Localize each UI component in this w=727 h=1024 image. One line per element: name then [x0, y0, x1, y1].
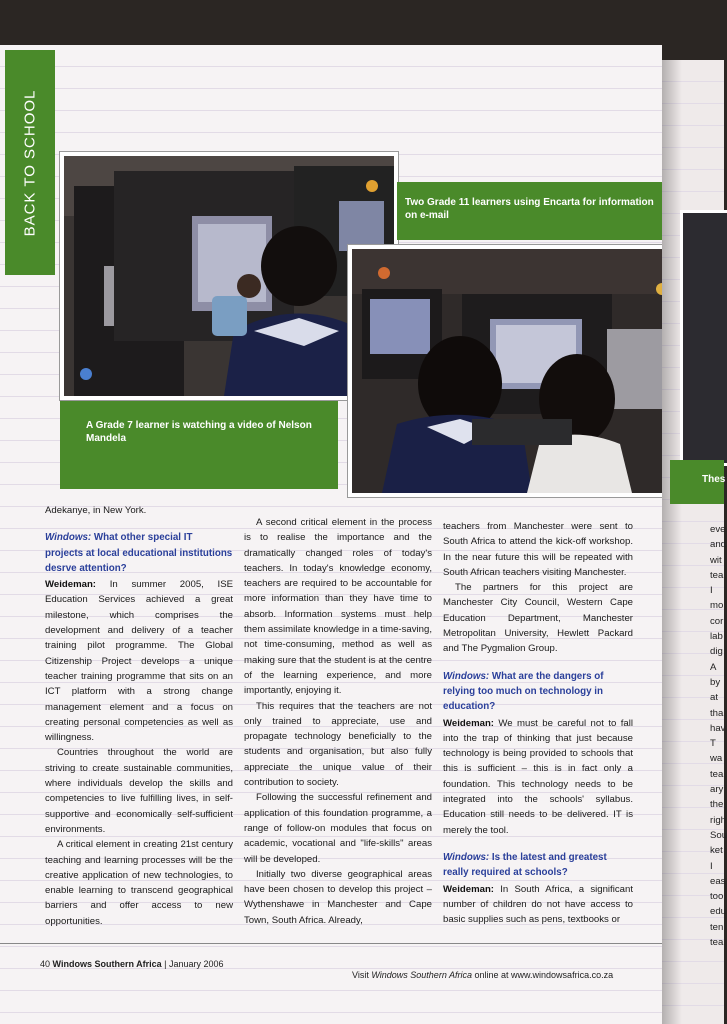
facing-page-line-fragment: cor	[710, 615, 724, 627]
caption-left-text: A Grade 7 learner is watching a video of Nelson Mandela	[86, 420, 312, 444]
facing-page-line-fragment: I	[710, 585, 713, 597]
col2-paragraph-3: Following the successful refinement and application of this foundation programme, a range of follow-on modules that focus on academic, vocational and "life-skills" areas will be developed.	[244, 792, 432, 865]
answer-3	[443, 882, 633, 928]
question-1-brand: Windows:	[45, 532, 92, 544]
answer-2-speaker: Weideman:	[443, 717, 494, 729]
facing-page-text-fragments	[710, 522, 727, 950]
facing-page-line-fragment: ten	[710, 921, 724, 933]
caption-left	[60, 401, 338, 489]
facing-page-caption-text: Thes	[702, 474, 726, 485]
answer-1-text: In summer 2005, ISE Education Services achieved a great milestone, which comprises the development and delivery of a teacher training pilot programme. The Global Citizenship Project develops a unique teacher training programme that sits on an ICT platform with a strong change management element and a focus on creating personal competencies as well as willingness.	[45, 579, 233, 744]
facing-page-line-fragment: Sou	[710, 829, 727, 841]
facing-page-edge	[662, 60, 727, 1024]
col3-paragraph-2: The partners for this project are Manchester City Council, Western Cape Education Department, Manchester Metropolitan University, Hewlett Packard and The Pygmalion Group.	[443, 582, 633, 655]
footer-visit-prefix: Visit	[352, 970, 369, 980]
answer-2	[443, 716, 633, 838]
question-3-text: Is the latest and greatest really required at schools?	[443, 851, 607, 879]
footer-visit-suffix: online at www.windowsafrica.co.za	[474, 970, 614, 980]
facing-page-line-fragment: righ	[710, 814, 726, 826]
facing-page-line-fragment: eve	[710, 524, 726, 535]
footer-issue: | January 2006	[164, 959, 224, 969]
facing-page-line-fragment: wit	[710, 554, 722, 566]
facing-page-line-fragment: and	[710, 539, 727, 551]
facing-page-line-fragment: tea	[710, 569, 724, 581]
col3-paragraph-1: teachers from Manchester were sent to South Africa to attend the kick-off workshop. In the near future this will be repeated with South African teachers visiting Manchester.	[443, 521, 633, 578]
footer-divider	[0, 943, 662, 944]
footer-visit-magazine: Windows Southern Africa	[371, 970, 472, 980]
question-2-brand: Windows:	[443, 670, 490, 682]
section-tab-label: BACK TO SCHOOL	[21, 89, 39, 236]
answer-1	[45, 577, 233, 745]
facing-page-line-fragment: edu	[710, 906, 727, 918]
col1-paragraph-3: A critical element in creating 21st century teaching and learning processes will be the creative application of new technologies, to enable learning to transcend geographical barriers and offer access to new opportunities.	[45, 839, 233, 927]
facing-page-photo	[680, 210, 727, 466]
photo-grade11-illustration	[352, 249, 670, 493]
question-3	[443, 850, 633, 881]
section-tab	[5, 50, 55, 275]
facing-page-line-fragment: the	[710, 799, 724, 811]
facing-page-line-fragment: hav	[710, 722, 726, 734]
facing-page-line-fragment: ary	[710, 784, 724, 796]
caption-right-text: Two Grade 11 learners using Encarta for information on e-mail	[405, 197, 654, 221]
facing-page-line-fragment: lab	[710, 631, 723, 643]
article-column-1	[45, 503, 233, 929]
facing-page-line-fragment: T	[710, 738, 716, 750]
footer-magazine-name: Windows Southern Africa	[52, 959, 162, 969]
answer-3-speaker: Weideman:	[443, 883, 494, 895]
article-column-3	[443, 519, 633, 927]
col2-paragraph-2: This requires that the teachers are not only trained to appreciate, use and propagate technology beneficially to the students and organisation, but also fully appreciate the unique value of their contribution to society.	[244, 700, 432, 789]
photo-grade7-illustration	[64, 156, 394, 396]
facing-page-line-fragment: wa	[710, 753, 723, 765]
facing-page-line-fragment: by	[710, 676, 721, 688]
facing-page-line-fragment: I	[710, 860, 713, 872]
caption-right	[397, 182, 662, 240]
footer-folio	[40, 959, 224, 969]
question-2	[443, 669, 633, 715]
col1-paragraph-0: Adekanye, in New York.	[45, 505, 147, 516]
facing-page-line-fragment: A	[710, 661, 717, 673]
facing-page-line-fragment: tha	[710, 707, 724, 719]
facing-page-caption	[670, 460, 724, 504]
photo-grade11-learners	[348, 245, 674, 497]
facing-page-line-fragment: dig	[710, 646, 723, 658]
col2-paragraph-4: Initially two diverse geographical areas have been chosen to develop this project – Wythenshawe in Manchester and Cape Town, South Africa. Already,	[244, 868, 432, 926]
answer-2-text: We must be careful not to fall into the trap of thinking that just because technology is being provided to schools that this is sufficient – this is in fact only a foundation. This technology needs to be integrated into the schools' syllabus. Education still needs to be delivered. IT is merely the tool.	[443, 717, 633, 836]
question-1-text: What other special IT projects at local educational institutions desrve attention?	[45, 532, 233, 574]
question-1	[45, 530, 233, 576]
question-3-brand: Windows:	[443, 851, 490, 863]
footer-website	[352, 970, 613, 980]
answer-3-text: In South Africa, a significant number of children do not have access to basic supplies such as pens, textbooks or	[443, 883, 633, 926]
col1-paragraph-2: Countries throughout the world are striving to create sustainable communities, where individuals develop the skills and competencies to live fulfilling lives, in self-supportive and economically self-sufficient environments.	[45, 747, 233, 835]
col2-paragraph-1: A second critical element in the process is to realise the importance and the dramatically changed roles of today's teachers. In today's knowledge economy, teachers are required to be accountable for more information than they have time to absorb. Information systems must help them assimilate knowledge in a time-saving, not time-consuming, method as well as making sure that the student is at the centre of the learning experience, and more importantly, enjoying it.	[244, 517, 432, 697]
facing-page-line-fragment: tea	[710, 768, 724, 780]
facing-page-line-fragment: mo	[710, 600, 724, 612]
facing-page-line-fragment: at	[710, 692, 719, 704]
page-number: 40	[40, 959, 51, 969]
facing-page-line-fragment: too	[710, 891, 724, 903]
magazine-page	[0, 45, 662, 1024]
facing-page-line-fragment: tea	[710, 937, 724, 949]
facing-page-line-fragment: eas	[710, 875, 726, 887]
answer-1-speaker: Weideman:	[45, 579, 96, 591]
question-2-text: What are the dangers of relying too much on technology in education?	[443, 670, 604, 713]
page-gutter-shadow	[662, 60, 682, 1024]
facing-page-line-fragment: ket	[710, 845, 723, 857]
article-column-2	[244, 515, 432, 928]
